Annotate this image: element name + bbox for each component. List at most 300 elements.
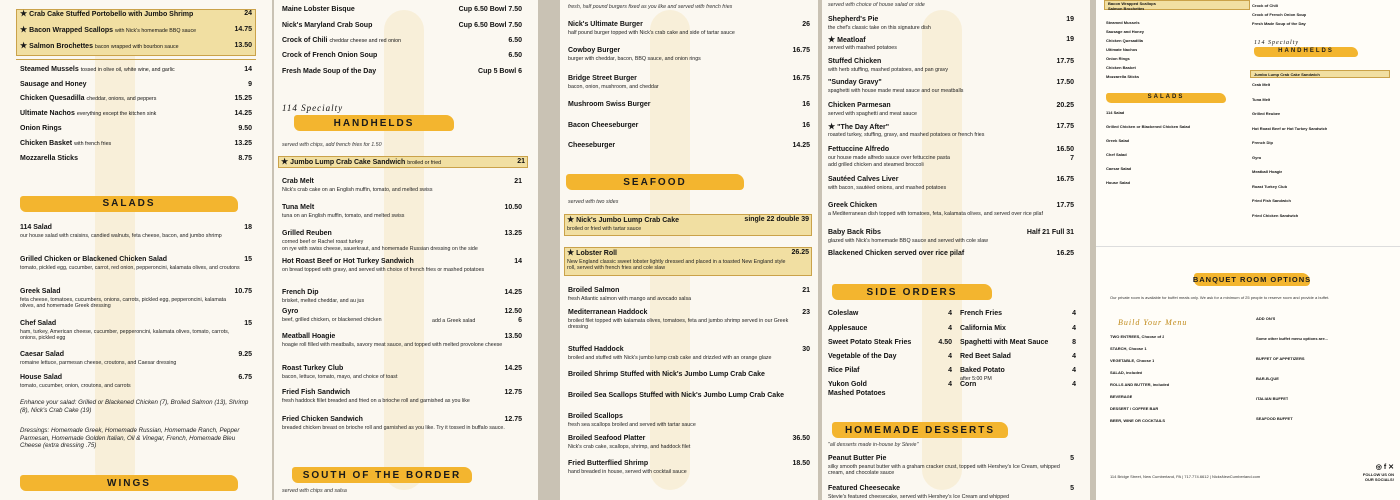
item-desc: broiled and stuffed with Nick's jumbo lump crab cake and drizzled with an orange glaze <box>568 355 772 361</box>
mini-item: Crab Melt <box>1252 82 1271 87</box>
mini-item: ITALIAN BUFFET <box>1256 396 1289 401</box>
item-price: Cup 5 Bowl 6 <box>478 68 522 75</box>
item-price: 17.75 <box>1056 123 1074 130</box>
mini-item: Fried Fish Sandwich <box>1252 198 1291 203</box>
item-name-wrap <box>282 308 298 316</box>
item-price: 21 <box>517 158 525 165</box>
item-name: Jumbo Lump Crab Cake Sandwich <box>290 159 406 166</box>
item-name-wrap <box>282 6 355 14</box>
item-price: 10.75 <box>234 288 252 295</box>
seafood-note: served with two sides <box>568 199 619 205</box>
item-price: 14.25 <box>504 365 522 372</box>
mini-item: Tuna Melt <box>1252 96 1271 102</box>
menu-page-4 <box>822 0 1090 500</box>
item-name-wrap <box>960 310 1002 318</box>
item-desc: Nick's crab cake on an English muffin, tomato, and melted swiss <box>282 187 433 193</box>
mini-item: Onion Rings <box>1106 56 1130 61</box>
item-desc: broiled or fried with tartar sauce <box>567 226 642 232</box>
mini-item: ROLLS AND BUTTER, included <box>1110 382 1170 387</box>
item-desc: served with mashed potatoes <box>828 45 897 51</box>
item-desc: with herb stuffing, mashed potatoes, and pan gravy <box>828 67 949 73</box>
item-desc: hand breaded in house, served with cocktail sauce <box>568 469 687 475</box>
item-name-wrap <box>20 26 196 35</box>
item-name: Rice Pilaf <box>828 367 860 374</box>
item-name-wrap <box>828 16 878 24</box>
item-name: Fettuccine Alfredo <box>828 146 890 153</box>
item-name: Mozzarella Sticks <box>20 155 78 162</box>
item-name: Applesauce <box>828 325 868 332</box>
item-name: Lobster Roll <box>576 250 618 257</box>
item-name: Chicken Basket <box>20 140 73 147</box>
item-price: 16.75 <box>792 47 810 54</box>
item-desc: tomato, pickled egg, cucumber, carrot, red onion, pepperoncini, kalamata olives, and croutons <box>20 265 240 271</box>
item-name-wrap <box>568 460 648 468</box>
item-desc: roasted turkey, stuffing, gravy, and mashed potatoes or french fries <box>828 132 985 138</box>
item-name: Steamed Mussels <box>20 66 79 73</box>
item-price: 15 <box>244 320 252 327</box>
salads-heading: SALADS <box>102 198 156 209</box>
item-name: French Dip <box>282 289 319 296</box>
item-price: 26 <box>802 21 810 28</box>
item-name: Corn <box>960 381 977 388</box>
mini-item: Fresh Made Soup of the Day <box>1252 21 1306 26</box>
item-desc: the chef's classic take on this signature dish <box>828 25 931 31</box>
item-name: Crock of French Onion Soup <box>282 52 378 59</box>
item-extra: add a Greek salad <box>432 318 476 324</box>
mini-item: Greek Salad <box>1106 138 1130 143</box>
item-name-wrap <box>960 353 1011 361</box>
mini-item: Mozzarella Sticks <box>1106 74 1140 79</box>
item-name-wrap <box>828 58 881 66</box>
item-name: Sweet Potato Steak Fries <box>828 339 912 346</box>
banquet-intro: Our private room is available for buffet meals only. We ask for a minimum of 25 people to reserve room and provide a buffet. <box>1110 295 1330 300</box>
banquet-heading: BANQUET ROOM OPTIONS <box>1192 275 1312 284</box>
item-price: 14.25 <box>504 289 522 296</box>
item-price: 15.25 <box>234 95 252 102</box>
mini-item: French Dip <box>1252 140 1273 145</box>
item-name: Broiled Seafood Platter <box>568 435 646 442</box>
item-name-wrap <box>282 365 343 373</box>
mini-item: SEAFOOD BUFFET <box>1256 416 1293 421</box>
item-name: "Sunday Gravy" <box>828 79 882 86</box>
item-name: Broiled Scallops <box>568 413 623 420</box>
item-price: 17.75 <box>1056 202 1074 209</box>
item-price: 10.50 <box>504 204 522 211</box>
item-name: Meatball Hoagie <box>282 333 336 340</box>
item-price: 4 <box>1072 367 1076 374</box>
item-price: 21 <box>802 287 810 294</box>
item-name-wrap <box>828 367 860 375</box>
item-name: Greek Salad <box>20 288 61 295</box>
mini-item: Fried Chicken Sandwich <box>1252 212 1299 218</box>
mini-handhelds-heading: HANDHELDS <box>1278 48 1334 54</box>
item-price: 16 <box>802 122 810 129</box>
item-price: 13.25 <box>234 140 252 147</box>
mini-item: BEER, WINE OR COCKTAILS <box>1110 418 1166 423</box>
menu-page-1 <box>0 0 272 500</box>
item-price: 21 <box>514 178 522 185</box>
mini-item: STARCH, Choose 1 <box>1110 346 1147 351</box>
item-name: Crab Cake Stuffed Portobello with Jumbo Shrimp <box>29 11 194 18</box>
mini-item: Grilled Chicken or Blackened Chicken Salad <box>1106 124 1191 129</box>
item-name: Crock of Chili <box>282 37 328 44</box>
item-desc: Stevie's featured cheesecake, served with Hershey's Ice Cream and whipped <box>828 494 1010 500</box>
item-name: Sautéed Calves Liver <box>828 176 899 183</box>
mini-item: Sausage and Honey <box>1106 29 1145 34</box>
mini-item: BEVERAGE <box>1110 394 1133 399</box>
item-name: Caesar Salad <box>20 351 64 358</box>
item-desc: corned beef or Rachel roast turkey <box>282 239 364 245</box>
menu-page-3 <box>560 0 818 500</box>
item-price: 26.25 <box>791 249 809 256</box>
menu-page-5 <box>1096 0 1400 500</box>
item-price: 4 <box>1072 325 1076 332</box>
item-price: 4.50 <box>938 339 952 346</box>
item-name-wrap <box>20 140 111 148</box>
item-price: 23 <box>802 309 810 316</box>
item-desc: ham, turkey, American cheese, cucumber, pepperoncini, kalamata olives, tomato, carrots, onions, pickled egg <box>20 329 230 342</box>
item-name-wrap <box>20 125 62 133</box>
item-name-wrap <box>960 339 1048 347</box>
item-desc2: on rye with swiss cheese, sauerkraut, and homemade Russian dressing on the side <box>282 246 478 252</box>
item-name-wrap <box>568 371 765 379</box>
item-desc: tomato, cucumber, onion, croutons, and carrots <box>20 383 131 389</box>
item-name-wrap <box>282 289 319 297</box>
item-price: 4 <box>1072 381 1076 388</box>
item-name-wrap <box>828 229 881 237</box>
item-desc2: brisket, melted cheddar, and au jus <box>282 298 365 304</box>
mini-item: BUFFET OF APPETIZERS <box>1256 356 1305 361</box>
item-name: Coleslaw <box>828 310 859 317</box>
star-icon: ★ <box>828 122 836 131</box>
mini-item: VEGETABLE, Choose 1 <box>1110 358 1155 363</box>
item-price: 4 <box>1072 353 1076 360</box>
item-name-wrap <box>20 155 78 163</box>
item-desc: bacon wrapped with bourbon sauce <box>94 44 179 50</box>
item-name: Stuffed Haddock <box>568 346 624 353</box>
item-desc: our house made alfredo sauce over fettuccine pasta <box>828 155 950 161</box>
item-price: 14 <box>514 258 522 265</box>
item-name-wrap <box>282 416 363 424</box>
mini-item: ADD ON'S <box>1256 316 1276 321</box>
item-price: 18 <box>244 224 252 231</box>
item-name-wrap <box>828 353 896 361</box>
star-icon: ★ <box>281 157 289 166</box>
entree-note: served with choice of house salad or side <box>828 2 925 8</box>
item-desc: with Nick's homemade BBQ sauce <box>115 28 197 34</box>
item-name-wrap <box>20 110 156 118</box>
item-price: 16.75 <box>1056 176 1074 183</box>
item-desc: tuna on an English muffin, tomato, and melted swiss <box>282 213 405 219</box>
specialty-label: 114 Specialty <box>282 103 344 113</box>
x-icon[interactable]: ✕ <box>1388 464 1394 471</box>
item-name: Fresh Made Soup of the Day <box>282 68 377 75</box>
item-name-wrap <box>960 367 1005 375</box>
item-price: 12.75 <box>504 416 522 423</box>
item-price: 6.50 <box>508 52 522 59</box>
item-name-wrap <box>828 146 889 154</box>
item-price: 15 <box>244 256 252 263</box>
item-desc: feta cheese, tomatoes, cucumbers, onions, carrots, pickled egg, pepperoncini, kalamata olives, and homemade Greek dressing <box>20 297 227 310</box>
mini-item: Grilled Reuben <box>1252 111 1281 116</box>
item-desc: tossed in olive oil, white wine, and garlic <box>80 67 175 73</box>
item-name: Cheeseburger <box>568 142 616 149</box>
wings-heading: WINGS <box>107 478 151 489</box>
item-name: French Fries <box>960 310 1003 317</box>
item-name-wrap <box>568 122 638 130</box>
mini-item: TWO ENTREES, Choose of 2 <box>1110 334 1165 339</box>
item-name-wrap <box>568 287 619 295</box>
mini-item: Jumbo Lump Crab Cake Sandwich <box>1254 72 1320 77</box>
item-name-wrap <box>282 230 332 238</box>
item-name: Broiled Salmon <box>568 287 620 294</box>
featured-lobster-roll[interactable] <box>564 247 812 276</box>
item-desc: cheddar cheese and red onion <box>329 38 402 44</box>
item-price: 20.25 <box>1056 102 1074 109</box>
item-name: Vegetable of the Day <box>828 353 897 360</box>
item-name: Roast Turkey Club <box>282 365 344 372</box>
item-price: 9.25 <box>238 351 252 358</box>
item-name: Peanut Butter Pie <box>828 455 887 462</box>
item-name: Bacon Wrapped Scallops <box>29 27 114 34</box>
item-name-wrap <box>20 42 179 51</box>
item-desc: romaine lettuce, parmesan cheese, croutons, and Caesar dressing <box>20 360 177 366</box>
item-price: 4 <box>948 310 952 317</box>
mini-item: Gyro <box>1252 154 1262 160</box>
item-price: 14.75 <box>234 26 252 33</box>
item-desc2: hoagie roll filled with meatballs, savory meat sauce, and topped with melted provolone cheese <box>282 342 503 348</box>
item-name-wrap <box>282 68 376 76</box>
item-price: 36.50 <box>792 435 810 442</box>
item-name2: Mashed Potatoes <box>828 390 886 397</box>
item-price: 14.25 <box>234 110 252 117</box>
item-price: 16.25 <box>1056 250 1074 257</box>
item-name-wrap <box>960 381 976 389</box>
item-name: Crab Melt <box>282 178 314 185</box>
mini-item: Some other buffet menu options are... <box>1256 336 1329 341</box>
star-icon: ★ <box>20 9 28 18</box>
item-price: 16.75 <box>792 75 810 82</box>
item-name-wrap <box>828 455 886 463</box>
item-name-wrap <box>828 381 867 389</box>
item-desc: Nick's crab cake, scallops, shrimp, and haddock filet <box>568 444 691 450</box>
item-desc: served with spaghetti and meat sauce <box>828 111 917 117</box>
item-name-wrap <box>828 310 858 318</box>
item-desc2: on bread topped with gravy, and served with choice of french fries or mashed potatoes <box>282 267 485 273</box>
item-name: Chicken Quesadilla <box>20 95 85 102</box>
mini-item: DESSERT / COFFEE BAR <box>1110 406 1159 411</box>
mini-item: Crock of Chili <box>1252 3 1279 8</box>
item-name: Fried Chicken Sandwich <box>282 416 363 423</box>
item-name: Mediterranean Haddock <box>568 309 648 316</box>
facebook-icon[interactable]: f <box>1383 464 1387 471</box>
item-name-wrap <box>20 351 64 359</box>
burger-note: fresh, half pound burgers fixed as you like and served with french fries <box>568 4 733 10</box>
item-name: Grilled Reuben <box>282 230 332 237</box>
item-price: 30 <box>802 346 810 353</box>
item-price2: 7 <box>1070 155 1074 162</box>
item-name-wrap <box>568 392 784 400</box>
featured-crab-cake[interactable] <box>564 214 812 236</box>
mini-item: Bacon Wrapped Scallops <box>1108 1 1156 6</box>
item-name-wrap <box>568 309 647 317</box>
item-price: 9.50 <box>238 125 252 132</box>
item-name: Ultimate Nachos <box>20 110 75 117</box>
item-name: Blackened Chicken served over rice pilaf <box>828 250 965 257</box>
instagram-icon[interactable]: ◎ <box>1375 464 1382 471</box>
item-desc: cheddar, onions, and peppers <box>86 96 157 102</box>
item-price: 4 <box>948 381 952 388</box>
item-price: 4 <box>948 325 952 332</box>
item-name: Chicken Parmesan <box>828 102 891 109</box>
item-price: Cup 6.50 Bowl 7.50 <box>458 6 522 13</box>
item-name: Sausage and Honey <box>20 81 87 88</box>
item-name: Onion Rings <box>20 125 62 132</box>
desserts-note: "all desserts made in-house by Stevie" <box>828 442 919 448</box>
item-name-wrap <box>282 389 350 397</box>
item-name-wrap <box>568 101 650 109</box>
item-name-wrap <box>828 176 898 184</box>
item-desc: broiled or fried <box>407 160 442 166</box>
border-note: served with chips and salsa <box>282 488 347 494</box>
item-price: 9 <box>248 81 252 88</box>
item-desc: bacon, onion, mushroom, and cheddar <box>568 84 659 90</box>
item-name-wrap <box>20 224 52 232</box>
item-name-wrap <box>828 325 867 333</box>
follow-us: FOLLOW US ON OUR SOCIALS! <box>1362 472 1394 482</box>
featured-sandwich[interactable] <box>278 156 528 168</box>
menu-page-2 <box>274 0 538 500</box>
item-price: 13.50 <box>504 333 522 340</box>
mini-item: Chicken Quesadilla <box>1106 38 1143 43</box>
item-name: Fried Butterflied Shrimp <box>568 460 649 467</box>
item-name: Yukon Gold <box>828 381 867 388</box>
item-price: 4 <box>948 353 952 360</box>
item-desc: after 5:00 PM <box>960 376 992 382</box>
social-icons[interactable] <box>1376 463 1394 471</box>
mini-item: 114 Salad <box>1106 110 1125 115</box>
item-name-wrap <box>568 47 620 55</box>
item-name: 114 Salad <box>20 224 52 231</box>
item-desc: spaghetti with house made meat sauce and our meatballs <box>828 88 964 94</box>
item-price: 13.50 <box>234 42 252 49</box>
item-name-wrap <box>20 288 60 296</box>
mini-salads-heading: SALADS <box>1147 94 1185 100</box>
item-desc: half pound burger topped with Nick's crab cake and side of tartar sauce <box>568 30 735 36</box>
build-menu-title: Build Your Menu <box>1118 318 1188 327</box>
star-icon: ★ <box>567 215 575 224</box>
item-name-wrap <box>828 36 866 45</box>
mini-item: Caesar Salad <box>1106 166 1132 171</box>
item-name: "The Day After" <box>837 124 890 131</box>
item-price: 5 <box>1070 455 1074 462</box>
mini-item: Roast Turkey Club <box>1252 183 1288 189</box>
item-name: Meatloaf <box>837 37 866 44</box>
item-name-wrap <box>20 66 175 74</box>
handhelds-note: served with chips, add french fries for 1.50 <box>282 142 382 148</box>
item-name: Maine Lobster Bisque <box>282 6 355 13</box>
item-price: 19 <box>1066 16 1074 23</box>
item-price: 19 <box>1066 36 1074 43</box>
item-price2: 6 <box>518 317 522 324</box>
star-icon: ★ <box>20 41 28 50</box>
star-icon: ★ <box>567 248 575 257</box>
item-name-wrap <box>568 413 623 421</box>
handhelds-heading: HANDHELDS <box>333 118 415 129</box>
item-desc: everything except the kitchen sink <box>76 111 157 117</box>
item-name: House Salad <box>20 374 63 381</box>
item-name-wrap <box>828 485 900 493</box>
item-name-wrap <box>568 346 624 354</box>
mini-item: Salmon Brochettes <box>1108 6 1145 11</box>
border-heading: SOUTH OF THE BORDER <box>302 470 462 481</box>
mini-item: Steamed Mussels <box>1106 20 1140 25</box>
mini-item: Chicken Basket <box>1106 65 1136 70</box>
item-name: Grilled Chicken or Blackened Chicken Salad <box>20 256 168 263</box>
item-price: 14.25 <box>792 142 810 149</box>
item-name-wrap <box>20 81 87 89</box>
star-icon: ★ <box>20 25 28 34</box>
mini-item: Ultimate Nachos <box>1106 47 1138 52</box>
mini-item: Hot Roast Beef or Hot Turkey Sandwich <box>1252 125 1328 131</box>
item-desc: silky smooth peanut butter with a graham cracker crust, topped with Hershey's Ice Cream, whipped cream, and chocolate sauce <box>828 464 1060 477</box>
item-name-wrap <box>828 339 911 347</box>
item-price: 16.50 <box>1056 146 1074 153</box>
item-name: Baked Potato <box>960 367 1005 374</box>
item-price: single 22 double 39 <box>744 216 809 223</box>
item-name-wrap <box>282 333 335 341</box>
item-name: Hot Roast Beef or Hot Turkey Sandwich <box>282 258 414 265</box>
footer-address: 114 Bridge Street, New Cumberland, PA | 717.774.6612 | NicksNewCumberland.com <box>1110 474 1261 479</box>
item-name-wrap <box>20 320 56 328</box>
item-name: Mushroom Swiss Burger <box>568 101 651 108</box>
item-name-wrap <box>828 250 964 258</box>
item-price: 6.50 <box>508 37 522 44</box>
item-price: 4 <box>1072 310 1076 317</box>
fork-watermark <box>95 10 135 490</box>
item-desc2: fresh haddock fillet breaded and fried on a brioche roll and garnished as you like <box>282 398 470 404</box>
item-name: Cowboy Burger <box>568 47 621 54</box>
item-price: 17.75 <box>1056 58 1074 65</box>
item-name-wrap <box>20 374 62 382</box>
item-name-wrap <box>282 204 314 212</box>
item-name-wrap <box>568 75 637 83</box>
item-name-wrap <box>828 79 882 87</box>
item-price: Cup 6.50 Bowl 7.50 <box>458 22 522 29</box>
item-name: Fried Fish Sandwich <box>282 389 351 396</box>
item-name: Chef Salad <box>20 320 57 327</box>
item-price: 5 <box>1070 485 1074 492</box>
item-desc: glazed with Nick's homemade BBQ sauce and served with cole slaw <box>828 238 988 244</box>
item-desc2: add grilled chicken and steamed broccoli <box>828 162 924 168</box>
item-price: 18.50 <box>792 460 810 467</box>
item-name: Nick's Jumbo Lump Crab Cake <box>576 217 679 224</box>
item-price: Half 21 Full 31 <box>1026 229 1074 236</box>
item-price: 8.75 <box>238 155 252 162</box>
mini-item: Crock of French Onion Soup <box>1252 12 1307 17</box>
item-name-wrap <box>828 102 891 110</box>
item-name-wrap <box>20 95 156 103</box>
mini-item: BAR-B-QUE <box>1256 376 1279 381</box>
item-name: Featured Cheesecake <box>828 485 900 492</box>
item-name: Salmon Brochettes <box>29 43 93 50</box>
item-name: Tuna Melt <box>282 204 315 211</box>
item-desc: a Mediterranean dish topped with tomatoes, feta, kalamata olives, and served over rice pilaf <box>828 211 1043 217</box>
item-name-wrap <box>568 21 643 29</box>
item-name-wrap <box>282 52 377 60</box>
item-price: 8 <box>1072 339 1076 346</box>
item-desc2: breaded chicken breast on brioche roll and garnished as you like. Try it tossed in buffalo sauce. <box>282 425 505 431</box>
